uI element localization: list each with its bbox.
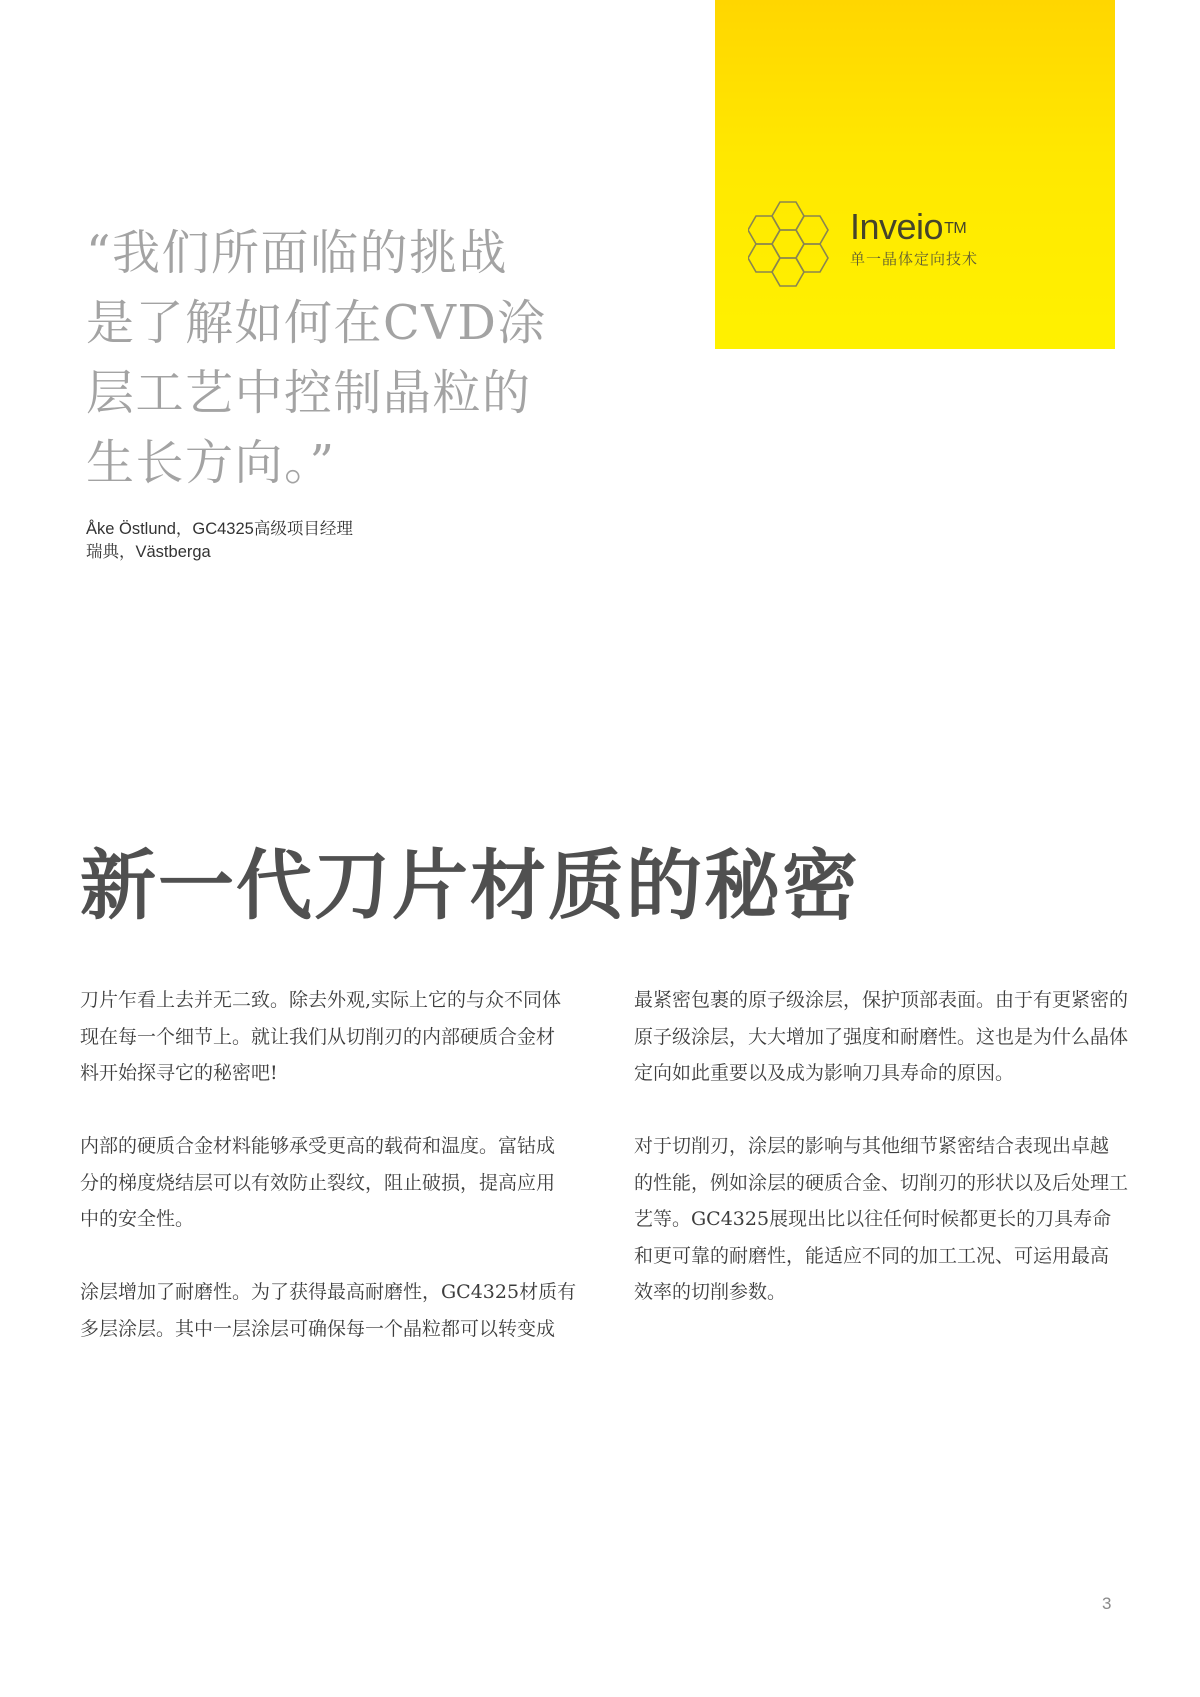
- honeycomb-hexagon-icon: [748, 200, 838, 292]
- logo-subtitle: 单一晶体定向技术: [850, 250, 979, 268]
- paragraph: [634, 982, 1129, 1092]
- text-line: 艺等。GC4325展现出比以往任何时候都更长的刀具寿命: [634, 1208, 1112, 1230]
- attribution-location: 瑞典，Västberga: [86, 543, 211, 561]
- text-line: 料开始探寻它的秘密吧!: [80, 1062, 278, 1084]
- text-line: 定向如此重要以及成为影响刀具寿命的原因。: [634, 1062, 1015, 1084]
- quote-line: 生长方向。”: [86, 435, 336, 491]
- text-line: 多层涂层。其中一层涂层可确保每一个晶粒都可以转变成: [80, 1317, 556, 1340]
- trademark-mark: TM: [944, 220, 967, 237]
- quote-line: 是了解如何在CVD涂: [86, 295, 547, 351]
- quote-line: 层工艺中控制晶粒的: [86, 365, 532, 421]
- logo-name: [850, 208, 978, 246]
- paragraph: [80, 1274, 577, 1347]
- text-line: 最紧密包裹的原子级涂层，保护顶部表面。由于有更紧密的: [634, 989, 1129, 1011]
- paragraph: [634, 1128, 1129, 1311]
- pull-quote: [86, 218, 576, 498]
- attribution-name: Åke Östlund，GC4325高级项目经理: [86, 520, 353, 538]
- text-line: 效率的切削参数。: [634, 1281, 787, 1303]
- text-line: 对于切削刃，涂层的影响与其他细节紧密结合表现出卓越: [634, 1135, 1110, 1157]
- page-title: 新一代刀片材质的秘密: [80, 841, 860, 930]
- logo-name-text: Inveio: [850, 206, 944, 247]
- inveio-logo: [748, 200, 978, 292]
- text-line: 内部的硬质合金材料能够承受更高的载荷和温度。富钴成: [80, 1135, 556, 1157]
- body-column-right: [634, 982, 1129, 1347]
- text-line: 涂层增加了耐磨性。为了获得最高耐磨性，GC4325材质有: [80, 1281, 577, 1303]
- paragraph: [80, 1128, 566, 1238]
- text-line: 中的安全性。: [80, 1208, 195, 1230]
- text-line: 现在每一个细节上。就让我们从切削刃的内部硬质合金材: [80, 1025, 556, 1048]
- quote-line: “我们所面临的挑战: [86, 225, 509, 281]
- text-line: 和更可靠的耐磨性，能适应不同的加工工况、可运用最高: [634, 1244, 1110, 1267]
- brand-panel: [715, 0, 1115, 349]
- quote-attribution: [86, 518, 353, 564]
- page-number: 3: [1102, 1594, 1112, 1613]
- text-line: 原子级涂层，大大增加了强度和耐磨性。这也是为什么晶体: [634, 1025, 1129, 1048]
- text-line: 刀片乍看上去并无二致。除去外观,实际上它的与众不同体: [80, 989, 562, 1011]
- paragraph: [80, 982, 566, 1092]
- text-line: 的性能，例如涂层的硬质合金、切削刃的形状以及后处理工: [634, 1171, 1129, 1194]
- logo-text: [850, 208, 978, 269]
- body-column-left: [80, 982, 577, 1384]
- text-line: 分的梯度烧结层可以有效防止裂纹，阻止破损，提高应用: [80, 1171, 556, 1194]
